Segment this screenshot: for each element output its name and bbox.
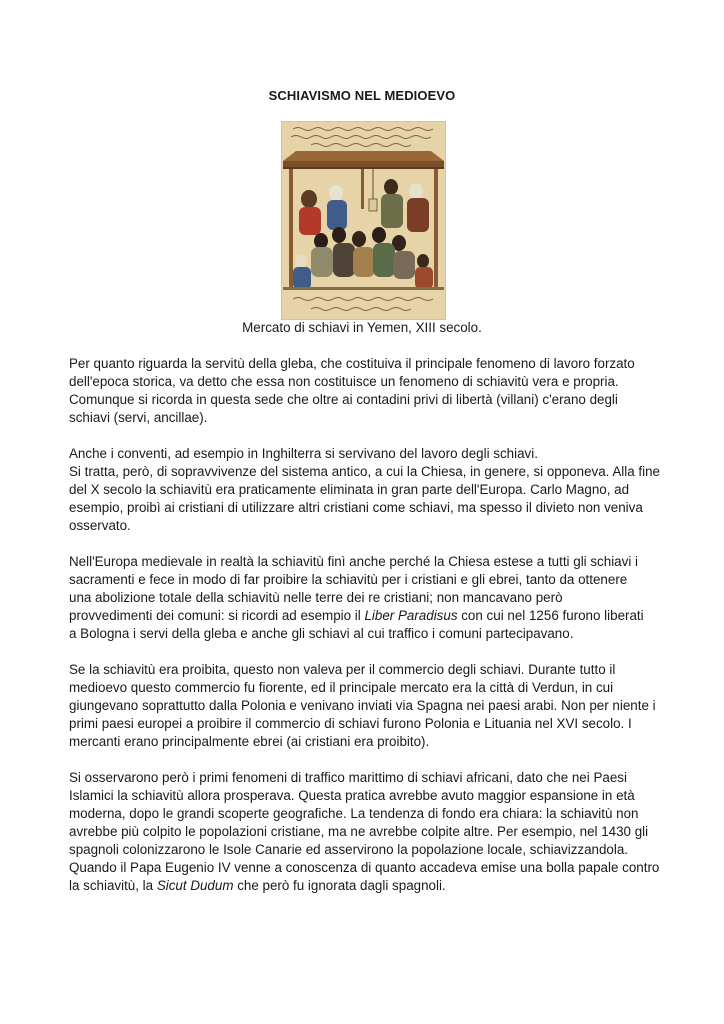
article-body (69, 355, 669, 913)
paragraph-line: a Bologna i servi della gleba e anche gli schiavi al cui traffico i comuni partecipavano. (69, 626, 574, 641)
paragraph-3 (69, 553, 669, 643)
text-run: provvedimenti dei comuni: si ricordi ad esempio il (69, 608, 365, 623)
paragraph-line: Quando il Papa Eugenio IV venne a conoscenza di quanto accadeva emise una bolla papale contro (69, 860, 660, 875)
paragraph-line: avrebbe più colpito le popolazioni cristiane, ma ne avrebbe colpite altre. Per esempio, nel 1430 gli (69, 824, 649, 839)
paragraph-line: Per quanto riguarda la servitù della gleba, che costituiva il principale fenomeno di lavoro forzato (69, 356, 635, 371)
text-run: che però fu ignorata dagli spagnoli. (233, 878, 446, 893)
paragraph-line: Si tratta, però, di sopravvivenze del sistema antico, a cui la Chiesa, in genere, si opponeva. Alla fine (69, 464, 661, 479)
paragraph-line: dell'epoca storica, va detto che essa non costituisce un fenomeno di schiavitù vera e propria. (69, 374, 619, 389)
page-title: SCHIAVISMO NEL MEDIOEVO (268, 88, 456, 103)
paragraph-line: Comunque si ricorda in questa sede che oltre ai contadini privi di libertà (villani) c'erano degli (69, 392, 618, 407)
paragraph-line: sacramenti e fece in modo di far proibire la schiavitù per i cristiani e gli ebrei, tanto da ottenere (69, 572, 628, 587)
manuscript-illustration (281, 121, 446, 320)
paragraph-line: giungevano soprattutto dalla Polonia e venivano inviati via Spagna nei paesi arabi. Non per niente i (69, 698, 656, 713)
paragraph-line: mercanti erano principalmente ebrei (ai cristiani era proibito). (69, 734, 430, 749)
paragraph-line: primi paesi europei a proibire il commercio di schiavi furono Polonia e Lituania nel XVI secolo. I (69, 716, 632, 731)
paragraph-line: medioevo questo commercio fu fiorente, ed il principale mercato era la città di Verdun, in cui (69, 680, 614, 695)
text-run: la schiavitù, la (69, 878, 157, 893)
paragraph-line: spagnoli colonizzarono le Isole Canarie ed asservirono la popolazione locale, schiavizzandola. (69, 842, 629, 857)
paragraph-line: del X secolo la schiavitù era praticamente eliminata in gran parte dell'Europa. Carlo Magno, ad (69, 482, 630, 497)
paragraph-line: Se la schiavitù era proibita, questo non valeva per il commercio degli schiavi. Durante tutto il (69, 662, 616, 677)
paragraph-line: Si osservarono però i primi fenomeni di traffico marittimo di schiavi africani, dato che nei Paesi (69, 770, 627, 785)
paragraph-line-mixed (69, 607, 669, 625)
paragraph-line: Nell'Europa medievale in realtà la schiavitù finì anche perché la Chiesa estese a tutti gli schiavi i (69, 554, 638, 569)
italic-title-sicut-dudum: Sicut Dudum (156, 878, 234, 893)
text-run: con cui nel 1256 furono liberati (457, 608, 644, 623)
paragraph-4 (69, 661, 669, 751)
italic-title-liber-paradisus: Liber Paradisus (364, 608, 458, 623)
paragraph-line: una abolizione totale della schiavitù nelle terre dei re cristiani; non mancavano però (69, 590, 563, 605)
paragraph-line: Anche i conventi, ad esempio in Inghilterra si servivano del lavoro degli schiavi. (69, 446, 538, 461)
paragraph-line-mixed (69, 877, 669, 895)
paragraph-line: schiavi (servi, ancillae). (69, 410, 208, 425)
figure-caption: Mercato di schiavi in Yemen, XIII secolo. (242, 320, 482, 335)
paragraph-2 (69, 445, 669, 535)
paragraph-line: Islamici la schiavitù allora prosperava. Questa pratica avrebbe avuto maggior espansione in età (69, 788, 635, 803)
paragraph-line: esempio, proibì ai cristiani di utilizzare altri cristiani come schiavi, ma spesso il divieto non veniva (69, 500, 643, 515)
paragraph-1 (69, 355, 669, 427)
paragraph-line: osservato. (69, 518, 131, 533)
paragraph-5 (69, 769, 669, 895)
paragraph-line: moderna, dopo le grandi scoperte geografiche. La tendenza di fondo era chiara: la schiavitù non (69, 806, 639, 821)
